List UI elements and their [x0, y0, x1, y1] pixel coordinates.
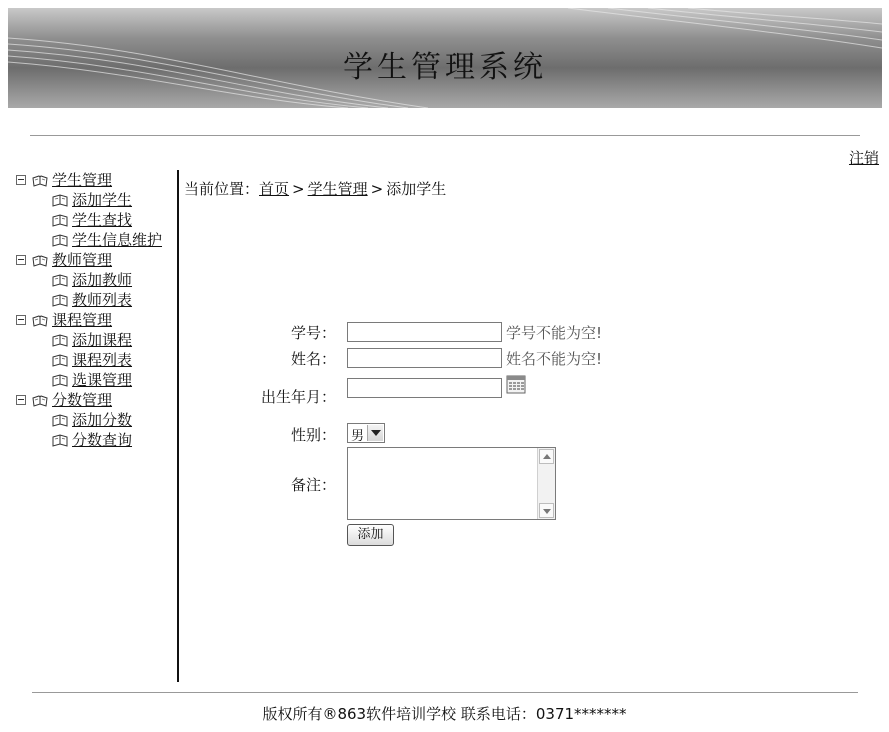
remark-label: 备注：: [290, 476, 336, 494]
add-button[interactable]: 添加: [347, 524, 394, 546]
sidebar-divider: [177, 170, 179, 682]
footer-copyright: 版权所有®863软件培训学校 联系电话：0371*******: [262, 705, 627, 723]
sidebar-item[interactable]: [12, 410, 177, 430]
collapse-toggle-icon[interactable]: [16, 175, 26, 185]
collapse-toggle-icon[interactable]: [16, 395, 26, 405]
sidebar-item[interactable]: [12, 290, 177, 310]
book-icon: [52, 213, 68, 227]
book-icon: [52, 333, 68, 347]
gender-select[interactable]: [347, 423, 385, 443]
folder-book-icon: [32, 313, 48, 327]
book-icon: [52, 273, 68, 287]
sidebar-item-link[interactable]: 分数查询: [72, 431, 133, 449]
folder-book-icon: [32, 173, 48, 187]
header-banner: [8, 8, 882, 108]
remark-textarea[interactable]: [347, 447, 556, 520]
scroll-up-icon[interactable]: [539, 449, 554, 464]
name-input[interactable]: [347, 348, 502, 368]
sidebar-group[interactable]: [12, 390, 177, 410]
name-label: 姓名：: [290, 350, 336, 368]
breadcrumb: [184, 178, 446, 199]
book-icon: [52, 353, 68, 367]
sidebar-item[interactable]: [12, 350, 177, 370]
sidebar-group-label[interactable]: 课程管理: [52, 311, 113, 329]
sidebar-item[interactable]: [12, 190, 177, 210]
remark-scrollbar[interactable]: [537, 448, 555, 519]
header-divider: [30, 135, 860, 136]
breadcrumb-current: 添加学生: [386, 180, 447, 198]
sidebar-item[interactable]: [12, 230, 177, 250]
birth-label: 出生年月：: [260, 388, 336, 406]
sidebar-item[interactable]: [12, 430, 177, 450]
sidebar-group[interactable]: [12, 250, 177, 270]
sidebar-item[interactable]: [12, 370, 177, 390]
book-icon: [52, 193, 68, 207]
sidebar-item-link[interactable]: 添加课程: [72, 331, 133, 349]
book-icon: [52, 413, 68, 427]
book-icon: [52, 233, 68, 247]
sidebar-item-link[interactable]: 学生信息维护: [72, 231, 163, 249]
sidebar-group-label[interactable]: 教师管理: [52, 251, 113, 269]
breadcrumb-prefix: 当前位置：: [184, 180, 260, 198]
chevron-down-icon[interactable]: [367, 425, 383, 441]
gender-selected-value: 男: [351, 429, 365, 444]
sidebar-item-link[interactable]: 添加教师: [72, 271, 133, 289]
sidebar-group-label[interactable]: 学生管理: [52, 171, 113, 189]
breadcrumb-separator: >: [370, 180, 384, 198]
sidebar-item[interactable]: [12, 210, 177, 230]
name-hint: 姓名不能为空!: [506, 350, 603, 368]
collapse-toggle-icon[interactable]: [16, 315, 26, 325]
sidebar-group-label[interactable]: 分数管理: [52, 391, 113, 409]
sidebar-item-link[interactable]: 课程列表: [72, 351, 133, 369]
folder-book-icon: [32, 253, 48, 267]
breadcrumb-home-link[interactable]: 首页: [259, 180, 290, 198]
student-id-hint: 学号不能为空!: [506, 324, 603, 342]
student-id-input[interactable]: [347, 322, 502, 342]
sidebar-item-link[interactable]: 添加学生: [72, 191, 133, 209]
scroll-down-icon[interactable]: [539, 503, 554, 518]
sidebar-tree: [12, 170, 177, 450]
book-icon: [52, 293, 68, 307]
birth-date-input[interactable]: [347, 378, 502, 398]
sidebar-group[interactable]: [12, 170, 177, 190]
breadcrumb-section-link[interactable]: 学生管理: [307, 180, 368, 198]
sidebar-group[interactable]: [12, 310, 177, 330]
breadcrumb-separator: >: [292, 180, 305, 198]
sidebar-item-link[interactable]: 学生查找: [72, 211, 133, 229]
book-icon: [52, 433, 68, 447]
calendar-icon[interactable]: [506, 374, 526, 394]
sidebar-item-link[interactable]: 添加分数: [72, 411, 133, 429]
sidebar-item-link[interactable]: 教师列表: [72, 291, 133, 309]
student-id-label: 学号：: [290, 324, 336, 342]
footer-divider: [32, 692, 858, 693]
sidebar-item-link[interactable]: 选课管理: [72, 371, 133, 389]
sidebar-item[interactable]: [12, 330, 177, 350]
app-title: 学生管理系统: [343, 50, 547, 85]
gender-label: 性别：: [290, 426, 336, 444]
book-icon: [52, 373, 68, 387]
logout-link[interactable]: 注销: [848, 149, 879, 167]
collapse-toggle-icon[interactable]: [16, 255, 26, 265]
sidebar-item[interactable]: [12, 270, 177, 290]
folder-book-icon: [32, 393, 48, 407]
